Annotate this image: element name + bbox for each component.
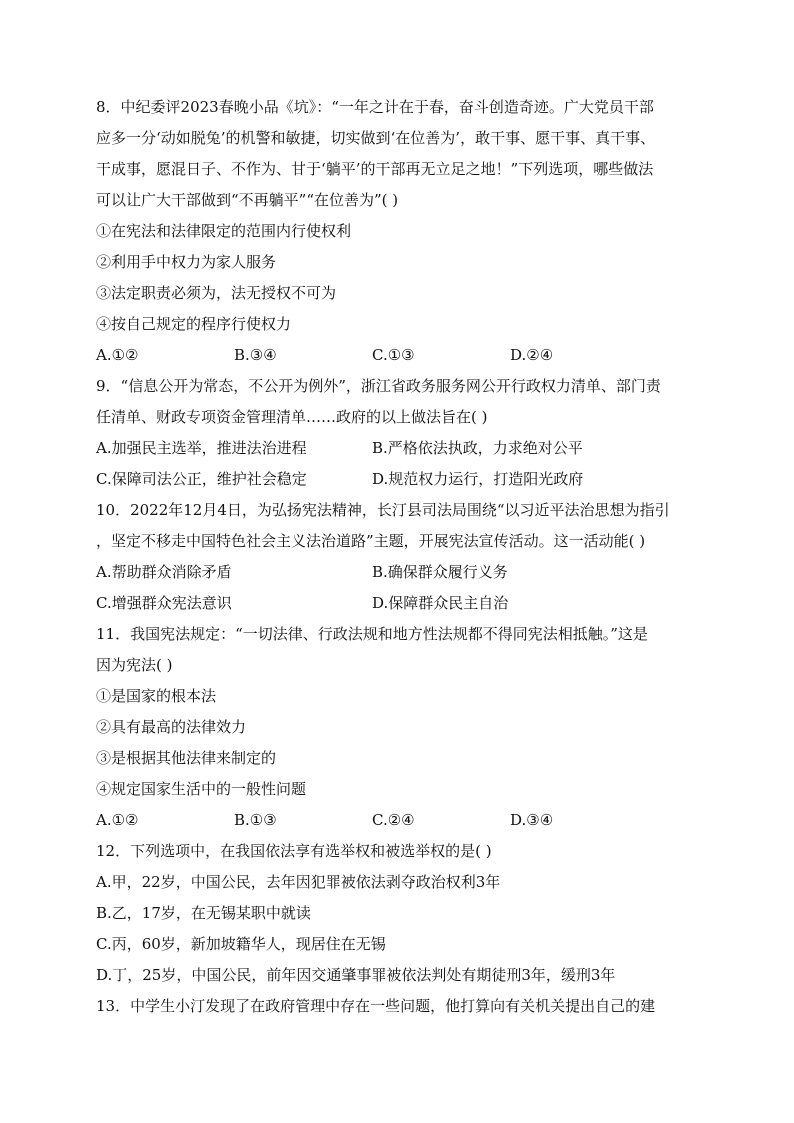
question-12 <box>96 836 696 991</box>
statement-item: ③是根据其他法律来制定的 <box>96 749 277 767</box>
answer-options <box>96 805 696 836</box>
answer-option-c: C.保障司法公正，维护社会稳定 <box>96 470 307 488</box>
question-13 <box>96 991 696 1022</box>
question-10 <box>96 495 696 619</box>
answer-option-b: B.①③ <box>234 811 277 829</box>
answer-option-a: A.①② <box>96 346 139 364</box>
question-stem-line: 任清单、财政专项资金管理清单……政府的以上做法旨在( ) <box>96 408 488 426</box>
answer-option-d: D.②④ <box>510 346 554 364</box>
question-11 <box>96 619 696 836</box>
answer-option-b: B.③④ <box>234 346 277 364</box>
answer-options <box>96 433 696 464</box>
answer-option-b: B.严格依法执政，力求绝对公平 <box>372 439 583 457</box>
question-8 <box>96 92 696 371</box>
answer-option-d: D.③④ <box>510 811 554 829</box>
answer-options <box>96 464 696 495</box>
answer-option-d: D.规范权力运行，打造阳光政府 <box>372 470 584 488</box>
answer-option-c: C.丙，60岁，新加坡籍华人，现居住在无锡 <box>96 935 386 953</box>
question-stem-line: 9．“信息公开为常态，不公开为例外”，浙江省政务服务网公开行政权力清单、部门责 <box>96 377 661 395</box>
answer-options <box>96 557 696 588</box>
statement-item: ③法定职责必须为，法无授权不可为 <box>96 284 337 302</box>
question-stem-line: 13．中学生小汀发现了在政府管理中存在一些问题，他打算向有关机关提出自己的建 <box>96 997 656 1015</box>
statement-item: ②具有最高的法律效力 <box>96 718 247 736</box>
statement-item: ④规定国家生活中的一般性问题 <box>96 780 307 798</box>
question-stem-line: 因为宪法( ) <box>96 656 173 674</box>
statement-item: ①在宪法和法律限定的范围内行使权利 <box>96 222 352 240</box>
question-list <box>96 92 696 1022</box>
statement-item: ④按自己规定的程序行使权力 <box>96 315 292 333</box>
answer-option-d: D.保障群众民主自治 <box>372 594 509 612</box>
answer-option-a: A.加强民主选举，推进法治进程 <box>96 439 307 457</box>
answer-option-a: A.帮助群众消除矛盾 <box>96 563 232 581</box>
question-9 <box>96 371 696 495</box>
question-stem-line: 12．下列选项中，在我国依法享有选举权和被选举权的是( ) <box>96 842 492 860</box>
statement-item: ②利用手中权力为家人服务 <box>96 253 277 271</box>
answer-options <box>96 588 696 619</box>
answer-option-d: D.丁，25岁，中国公民，前年因交通肇事罪被依法判处有期徒刑3年，缓刑3年 <box>96 966 616 984</box>
question-stem-line: 11．我国宪法规定：“一切法律、行政法规和地方性法规都不得同宪法相抵触。”这是 <box>96 625 648 643</box>
answer-options <box>96 340 696 371</box>
answer-option-b: B.确保群众履行义务 <box>372 563 508 581</box>
question-stem-line: 可以让广大干部做到“不再躺平”“在位善为”( ) <box>96 191 399 209</box>
question-stem-line: 8．中纪委评2023春晚小品《坑》：“一年之计在于春，奋斗创造奇迹。广大党员干部 <box>96 98 654 116</box>
answer-option-a: A.①② <box>96 811 139 829</box>
question-stem-line: 10．2022年12月4日，为弘扬宪法精神，长汀县司法局围绕“以习近平法治思想为指引 <box>96 501 670 519</box>
statement-item: ①是国家的根本法 <box>96 687 217 705</box>
question-stem-line: 干成事，愿混日子、不作为、甘于‘躺平’的干部再无立足之地！”下列选项，哪些做法 <box>96 160 654 178</box>
answer-option-c: C.②④ <box>372 811 415 829</box>
answer-option-b: B.乙，17岁，在无锡某职中就读 <box>96 904 311 922</box>
question-stem-line: 应多一分‘动如脱兔’的机警和敏捷，切实做到‘在位善为’，敢干事、愿干事、真干事、 <box>96 129 656 147</box>
answer-option-a: A.甲，22岁，中国公民，去年因犯罪被依法剥夺政治权利3年 <box>96 873 501 891</box>
answer-option-c: C.增强群众宪法意识 <box>96 594 232 612</box>
question-stem-line: ，坚定不移走中国特色社会主义法治道路”主题，开展宪法宣传活动。这一活动能( ) <box>96 532 646 550</box>
answer-option-c: C.①③ <box>372 346 415 364</box>
